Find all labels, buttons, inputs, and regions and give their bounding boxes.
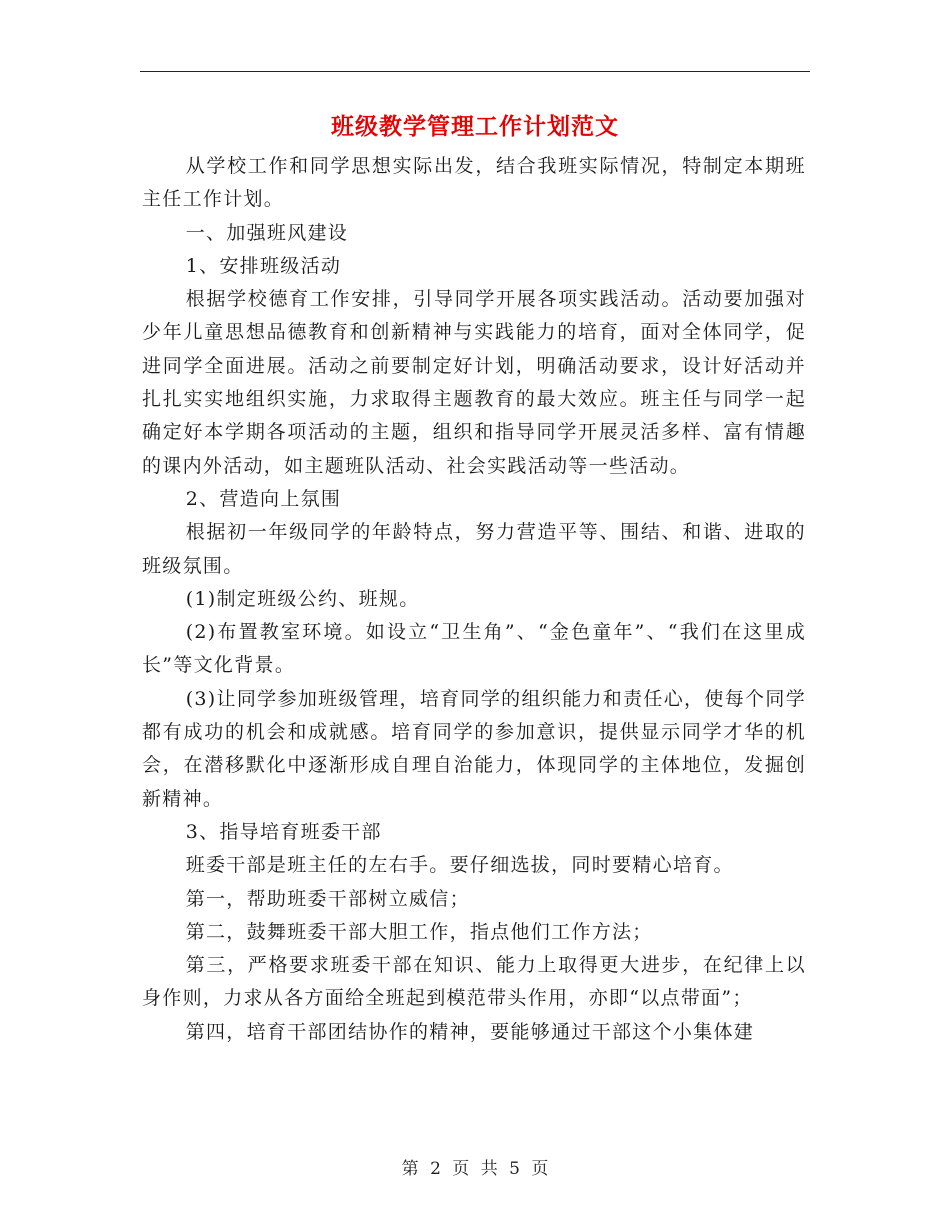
document-body [142,150,806,1049]
point-fourth: 第四，培育干部团结协作的精神，要能够通过干部这个小集体建 [185,1020,755,1043]
list-item-2: (2)布置教室环境。如设立“卫生角”、“金色童年”、“我们在这里成长”等文化背景。 [142,621,806,677]
header-rule [140,71,810,72]
list-item-3: (3)让同学参加班级管理，培育同学的组织能力和责任心，使每个同学都有成功的机会和成就感。培育同学的参加意识，提供显示同学才华的机会，在潜移默化中逐渐形成自理自治能力，体现同学的主体地位，发掘创新精神。 [142,687,806,810]
paragraph-atmosphere: 根据初一年级同学的年龄特点，努力营造平等、围结、和谐、进取的班级氛围。 [142,521,806,577]
point-third: 第三，严格要求班委干部在知识、能力上取得更大进步，在纪律上以身作则，力求从各方面给全班起到模范带头作用，亦即“以点带面”； [142,954,806,1010]
point-first: 第一，帮助班委干部树立威信； [185,887,470,910]
document-title: 班级教学管理工作计划范文 [331,113,619,140]
list-item-1: (1)制定班级公约、班规。 [185,587,420,610]
paragraph-activities: 根据学校德育工作安排，引导同学开展各项实践活动。活动要加强对少年儿童思想品德教育和创新精神与实践能力的培育，面对全体同学，促进同学全面进展。活动之前要制定好计划，明确活动要求，设计好活动并扎扎实实地组织实施，力求取得主题教育的最大效应。班主任与同学一起确定好本学期各项活动的主题，组织和指导同学开展灵活多样、富有情趣的课内外活动，如主题班队活动、社会实践活动等一些活动。 [142,288,806,477]
subheading-3: 3、指导培育班委干部 [185,820,382,843]
point-second: 第二，鼓舞班委干部大胆工作，指点他们工作方法； [185,920,653,943]
page-footer: 第 2 页 共 5 页 [401,1159,549,1179]
subheading-1: 1、安排班级活动 [185,254,342,277]
heading-section-1: 一、加强班风建设 [185,221,349,244]
paragraph-intro: 从学校工作和同学思想实际出发，结合我班实际情况，特制定本期班主任工作计划。 [142,155,806,211]
subheading-2: 2、营造向上氛围 [185,487,342,510]
paragraph-cadres: 班委干部是班主任的左右手。要仔细选拔，同时要精心培育。 [185,854,734,877]
